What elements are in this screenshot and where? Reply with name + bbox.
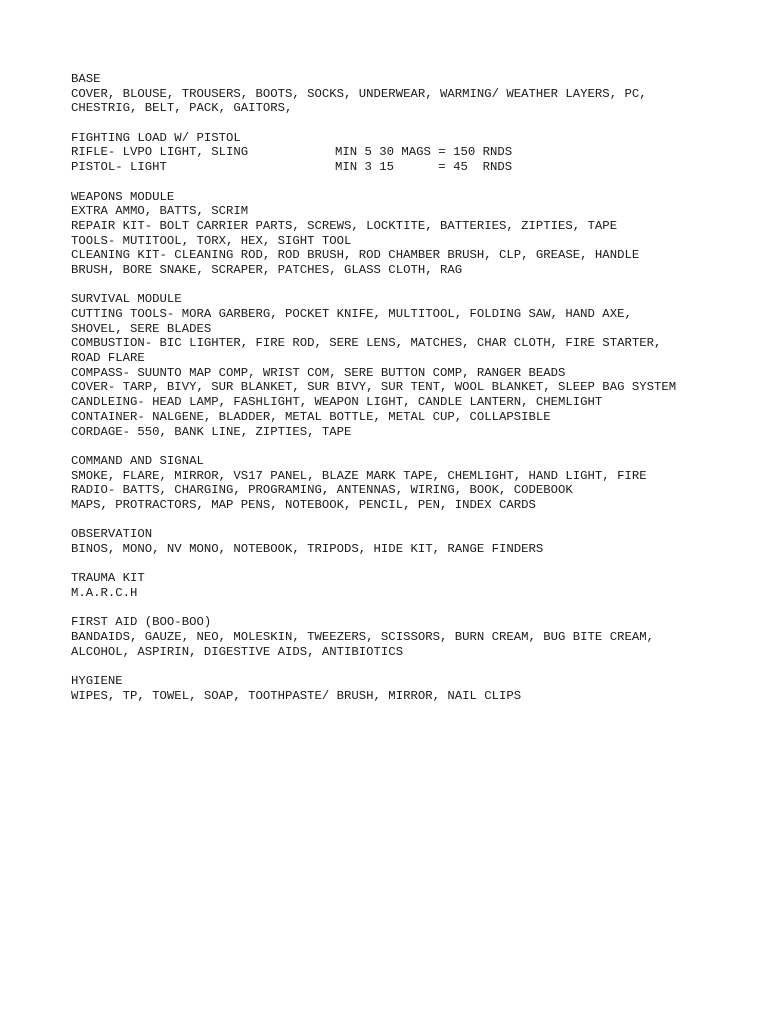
list-line: COVER, BLOUSE, TROUSERS, BOOTS, SOCKS, UNDERWEAR, WARMING/ WEATHER LAYERS, PC,	[71, 86, 647, 101]
list-line: REPAIR KIT- BOLT CARRIER PARTS, SCREWS, LOCKTITE, BATTERIES, ZIPTIES, TAPE	[71, 218, 618, 233]
section-observation	[71, 527, 751, 556]
section-heading: OBSERVATION	[71, 527, 153, 542]
list-line: COMBUSTION- BIC LIGHTER, FIRE ROD, SERE LENS, MATCHES, CHAR CLOTH, FIRE STARTER,	[71, 336, 662, 351]
list-line: COMPASS- SUUNTO MAP COMP, WRIST COM, SERE BUTTON COMP, RANGER BEADS	[71, 365, 566, 380]
section-first-aid	[71, 615, 751, 659]
list-line: SMOKE, FLARE, MIRROR, VS17 PANEL, BLAZE MARK TAPE, CHEMLIGHT, HAND LIGHT, FIRE	[71, 468, 647, 483]
section-heading: BASE	[71, 72, 101, 86]
section-hygiene	[71, 674, 751, 703]
loadout-row	[71, 145, 751, 160]
document-page	[71, 72, 751, 718]
list-line: CHESTRIG, BELT, PACK, GAITORS,	[71, 101, 293, 116]
section-command-signal	[71, 454, 751, 513]
section-heading: FIRST AID (BOO-BOO)	[71, 615, 212, 630]
section-heading: HYGIENE	[71, 674, 123, 689]
section-heading: WEAPONS MODULE	[71, 189, 175, 204]
section-weapons-module	[71, 190, 751, 278]
list-line: EXTRA AMMO, BATTS, SCRIM	[71, 204, 249, 219]
list-line: ROAD FLARE	[71, 351, 145, 366]
loadout-item: PISTOL- LIGHT	[71, 160, 167, 175]
list-line: CUTTING TOOLS- MORA GARBERG, POCKET KNIFE, MULTITOOL, FOLDING SAW, HAND AXE,	[71, 307, 632, 321]
list-line: WIPES, TP, TOWEL, SOAP, TOOTHPASTE/ BRUSH, MIRROR, NAIL CLIPS	[71, 688, 522, 703]
list-line: COVER- TARP, BIVY, SUR BLANKET, SUR BIVY, SUR TENT, WOOL BLANKET, SLEEP BAG SYSTEM	[71, 380, 677, 395]
section-fighting-load	[71, 131, 751, 175]
list-line: SHOVEL, SERE BLADES	[71, 321, 212, 336]
section-survival-module	[71, 292, 751, 439]
list-line: CONTAINER- NALGENE, BLADDER, METAL BOTTLE, METAL CUP, COLLAPSIBLE	[71, 409, 551, 424]
section-heading: FIGHTING LOAD W/ PISTOL	[71, 130, 241, 145]
list-line: CANDLEING- HEAD LAMP, FASHLIGHT, WEAPON LIGHT, CANDLE LANTERN, CHEMLIGHT	[71, 395, 603, 410]
list-line: BRUSH, BORE SNAKE, SCRAPER, PATCHES, GLASS CLOTH, RAG	[71, 262, 463, 277]
list-line: CORDAGE- 550, BANK LINE, ZIPTIES, TAPE	[71, 424, 352, 439]
list-line: RADIO- BATTS, CHARGING, PROGRAMING, ANTENNAS, WIRING, BOOK, CODEBOOK	[71, 483, 573, 498]
section-heading: TRAUMA KIT	[71, 571, 145, 586]
loadout-item: RIFLE- LVPO LIGHT, SLING	[71, 145, 249, 160]
list-line: BANDAIDS, GAUZE, NEO, MOLESKIN, TWEEZERS, SCISSORS, BURN CREAM, BUG BITE CREAM,	[71, 630, 654, 645]
list-line: TOOLS- MUTITOOL, TORX, HEX, SIGHT TOOL	[71, 233, 352, 248]
loadout-ammo: MIN 3 15 = 45 RNDS	[335, 160, 513, 175]
list-line: ALCOHOL, ASPIRIN, DIGESTIVE AIDS, ANTIBIOTICS	[71, 644, 404, 659]
section-base	[71, 72, 751, 116]
loadout-ammo: MIN 5 30 MAGS = 150 RNDS	[335, 145, 513, 160]
loadout-row	[71, 160, 751, 175]
section-trauma-kit	[71, 571, 751, 600]
list-line: MAPS, PROTRACTORS, MAP PENS, NOTEBOOK, PENCIL, PEN, INDEX CARDS	[71, 497, 536, 512]
list-line: BINOS, MONO, NV MONO, NOTEBOOK, TRIPODS, HIDE KIT, RANGE FINDERS	[71, 542, 544, 556]
list-line: CLEANING KIT- CLEANING ROD, ROD BRUSH, ROD CHAMBER BRUSH, CLP, GREASE, HANDLE	[71, 248, 640, 263]
list-line: M.A.R.C.H	[71, 586, 138, 601]
section-heading: SURVIVAL MODULE	[71, 292, 182, 307]
section-heading: COMMAND AND SIGNAL	[71, 453, 204, 468]
